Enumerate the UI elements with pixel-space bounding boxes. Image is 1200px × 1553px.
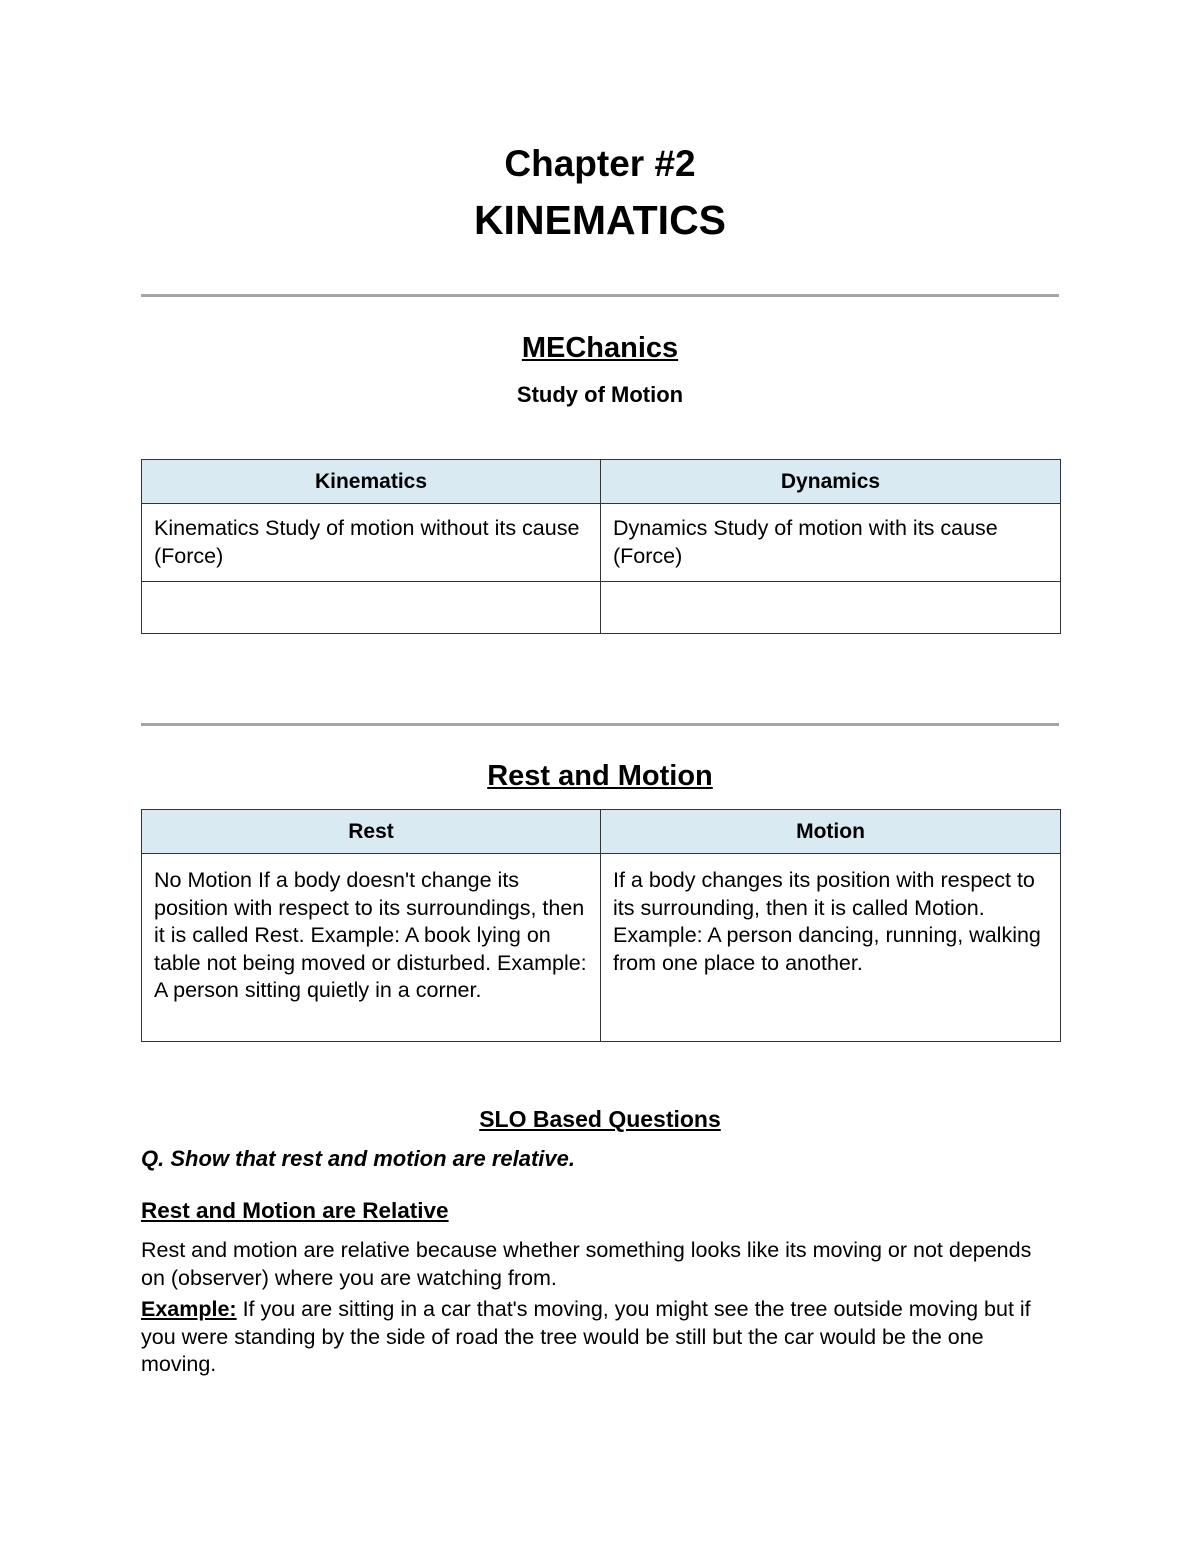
page-title: KINEMATICS <box>473 197 727 243</box>
table-row <box>142 582 1061 634</box>
answer-paragraph: Rest and motion are relative because whether something looks like its moving or not depends on (observer) where you are watching from. <box>141 1238 1032 1290</box>
example-label: Example: <box>141 1297 237 1321</box>
cell-text <box>142 582 600 602</box>
table-cell <box>142 854 601 1042</box>
table-row <box>142 504 1061 582</box>
section-heading-rest-motion: Rest and Motion <box>487 760 713 792</box>
cell-text: Kinematics Study of motion without its cause (Force) <box>154 516 580 568</box>
rest-motion-table <box>141 809 1061 1042</box>
cell-text: No Motion If a body doesn't change its position with respect to its surroundings, then it is called Rest. Example: A book lying on table not being moved or disturbed. Example: A person sitting quietly in a corner. <box>154 868 587 1002</box>
cell-text <box>601 582 1060 602</box>
section-heading-mechanics: MEChanics <box>521 332 679 364</box>
table-header-dynamics: Dynamics <box>601 460 1061 504</box>
mechanics-table <box>141 459 1061 634</box>
horizontal-rule <box>141 723 1059 726</box>
cell-text: If a body changes its position with respect to its surrounding, then it is called Motion. Example: A person dancing, running, walking from one place to another. <box>613 868 1041 975</box>
cell-text: Dynamics Study of motion with its cause (Force) <box>613 516 998 568</box>
table-header-kinematics: Kinematics <box>142 460 601 504</box>
chapter-number: Chapter #2 <box>504 143 696 184</box>
section-subheading: Study of Motion <box>516 382 684 407</box>
question-text: Q. Show that rest and motion are relative. <box>141 1146 575 1171</box>
table-header-motion: Motion <box>601 810 1061 854</box>
example-paragraph <box>141 1296 1061 1379</box>
table-cell <box>142 582 601 634</box>
table-cell <box>601 854 1061 1042</box>
table-header-rest: Rest <box>142 810 601 854</box>
table-row <box>142 854 1061 1042</box>
table-cell <box>601 504 1061 582</box>
table-cell <box>601 582 1061 634</box>
table-cell <box>142 504 601 582</box>
example-text: If you are sitting in a car that's moving, you might see the tree outside moving but if you were standing by the side of road the tree would be still but the car would be the one moving. <box>141 1297 1031 1376</box>
horizontal-rule <box>141 294 1059 297</box>
slo-heading: SLO Based Questions <box>479 1106 721 1132</box>
answer-heading: Rest and Motion are Relative <box>141 1198 449 1223</box>
